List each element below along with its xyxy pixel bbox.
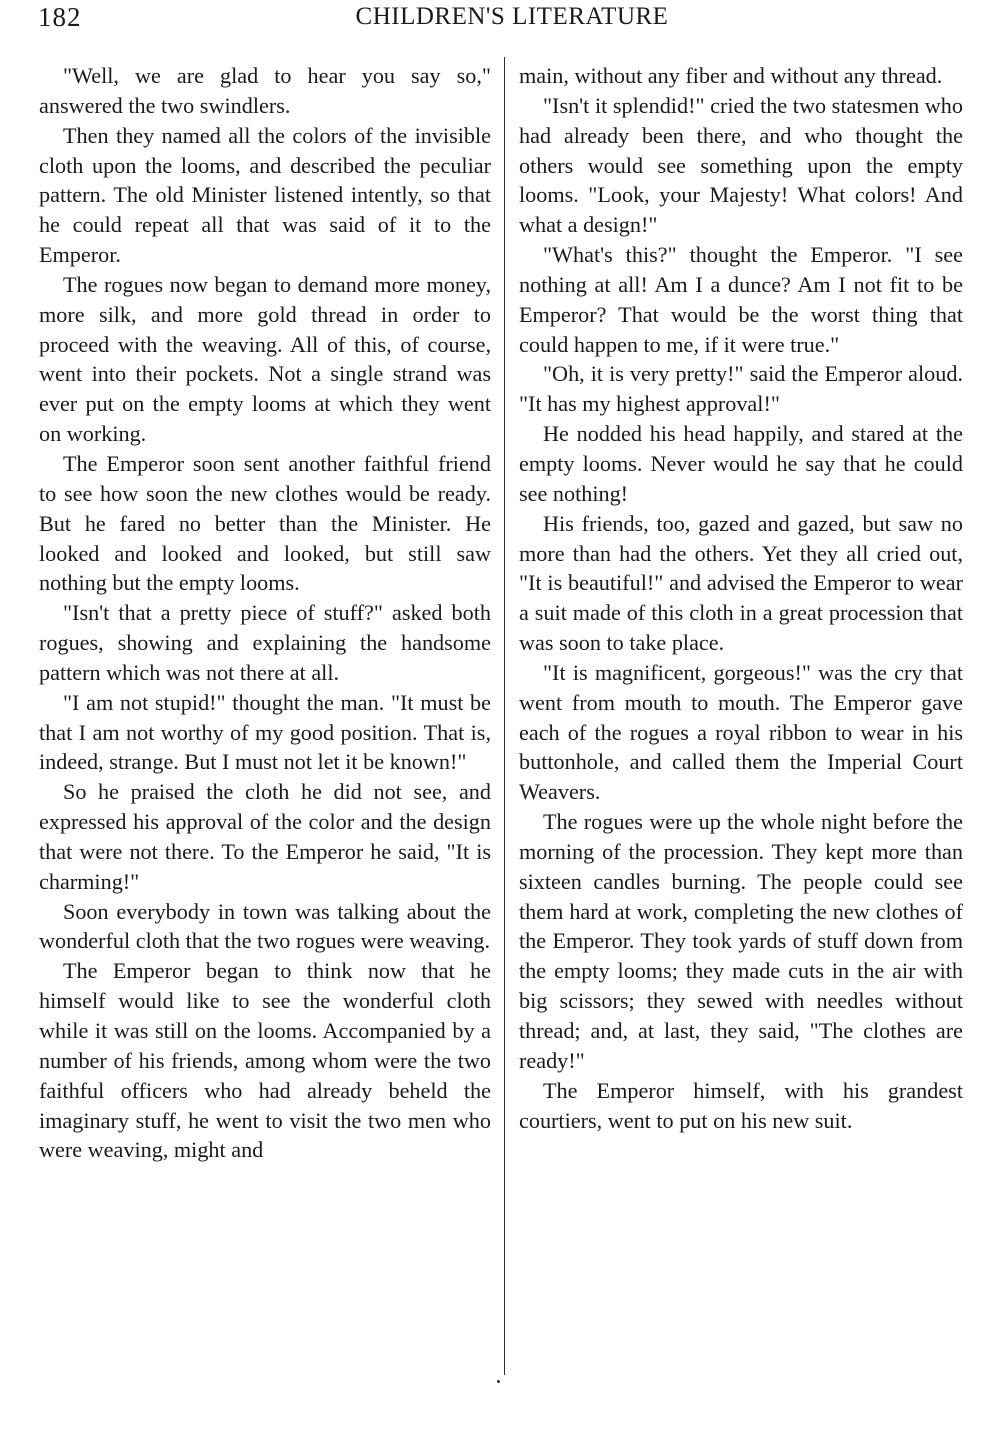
paragraph: "Well, we are glad to hear you say so," answered the two swindlers. bbox=[39, 63, 491, 118]
paragraph-continuation: main, without any fiber and without any thread. bbox=[519, 63, 943, 88]
paragraph: So he praised the cloth he did not see, and expressed his approval of the color and the design that were not there. To the Emperor he said, "It is charming!" bbox=[39, 779, 491, 894]
paragraph: "I am not stupid!" thought the man. "It must be that I am not worthy of my good position. That is, indeed, strange. But I must not let it be known!" bbox=[39, 689, 491, 775]
paragraph: The rogues were up the whole night before the morning of the procession. They kept more than sixteen candles burning. The people could see them hard at work, completing the new clothes of the Emperor. They took yards of stuff down from the empty looms; they made cuts in the air with big scissors; they sewed with needles without thread; and, at last, they said, "The clothes are ready!" bbox=[519, 809, 963, 1073]
paragraph: The Emperor began to think now that he himself would like to see the wonderful cloth while it was still on the looms. Accompanied by a number of his friends, among whom were the two faithful officers who had already beheld the imaginary stuff, he went to visit the two men who were weaving, might and bbox=[39, 958, 491, 1163]
paragraph: Then they named all the colors of the invisible cloth upon the looms, and described the peculiar pattern. The old Minister listened intently, so that he could repeat all that was said of it to the Emperor. bbox=[39, 122, 491, 268]
left-column bbox=[39, 61, 491, 1165]
running-title-wrapper bbox=[0, 3, 1000, 31]
paragraph: "Isn't it splendid!" cried the two statesmen who had already been there, and who thought the others would see something upon the empty looms. "Look, your Majesty! What colors! And what a design!" bbox=[519, 92, 963, 238]
paragraph: "What's this?" thought the Emperor. "I see nothing at all! Am I a dunce? Am I not fit to be Emperor? That would be the worst thing that could happen to me, if it were true." bbox=[519, 242, 963, 357]
paragraph: He nodded his head happily, and stared at the empty looms. Never would he say that he could see nothing! bbox=[519, 421, 963, 506]
paragraph: The Emperor soon sent another faithful friend to see how soon the new clothes would be ready. But he fared no better than the Minister. He looked and looked and looked, but still saw nothing but the empty looms. bbox=[39, 450, 491, 596]
page-number: 182 bbox=[38, 2, 82, 32]
paragraph: Soon everybody in town was talking about the wonderful cloth that the two rogues were weaving. bbox=[39, 898, 491, 954]
paragraph: "Isn't that a pretty piece of stuff?" asked both rogues, showing and explaining the handsome pattern which was not there at all. bbox=[39, 600, 491, 685]
right-column bbox=[519, 61, 963, 1135]
running-title: CHILDREN'S LITERATURE bbox=[355, 3, 669, 30]
paragraph: "It is magnificent, gorgeous!" was the cry that went from mouth to mouth. The Emperor gave each of the rogues a royal ribbon to wear in his buttonhole, and called them the Imperial Court Weavers. bbox=[519, 659, 963, 805]
column-divider bbox=[504, 57, 505, 1375]
paragraph: "Oh, it is very pretty!" said the Emperor aloud. "It has my highest approval!" bbox=[519, 361, 963, 417]
print-speck bbox=[497, 1380, 500, 1383]
paragraph: His friends, too, gazed and gazed, but saw no more than had the others. Yet they all cried out, "It is beautiful!" and advised the Emperor to wear a suit made of this cloth in a great procession that was soon to take place. bbox=[519, 510, 963, 656]
paragraph: The rogues now began to demand more money, more silk, and more gold thread in order to proceed with the weaving. All of this, of course, went into their pockets. Not a single strand was ever put on the empty looms at which they went on working. bbox=[39, 271, 491, 447]
paragraph: The Emperor himself, with his grandest courtiers, went to put on his new suit. bbox=[519, 1077, 963, 1133]
